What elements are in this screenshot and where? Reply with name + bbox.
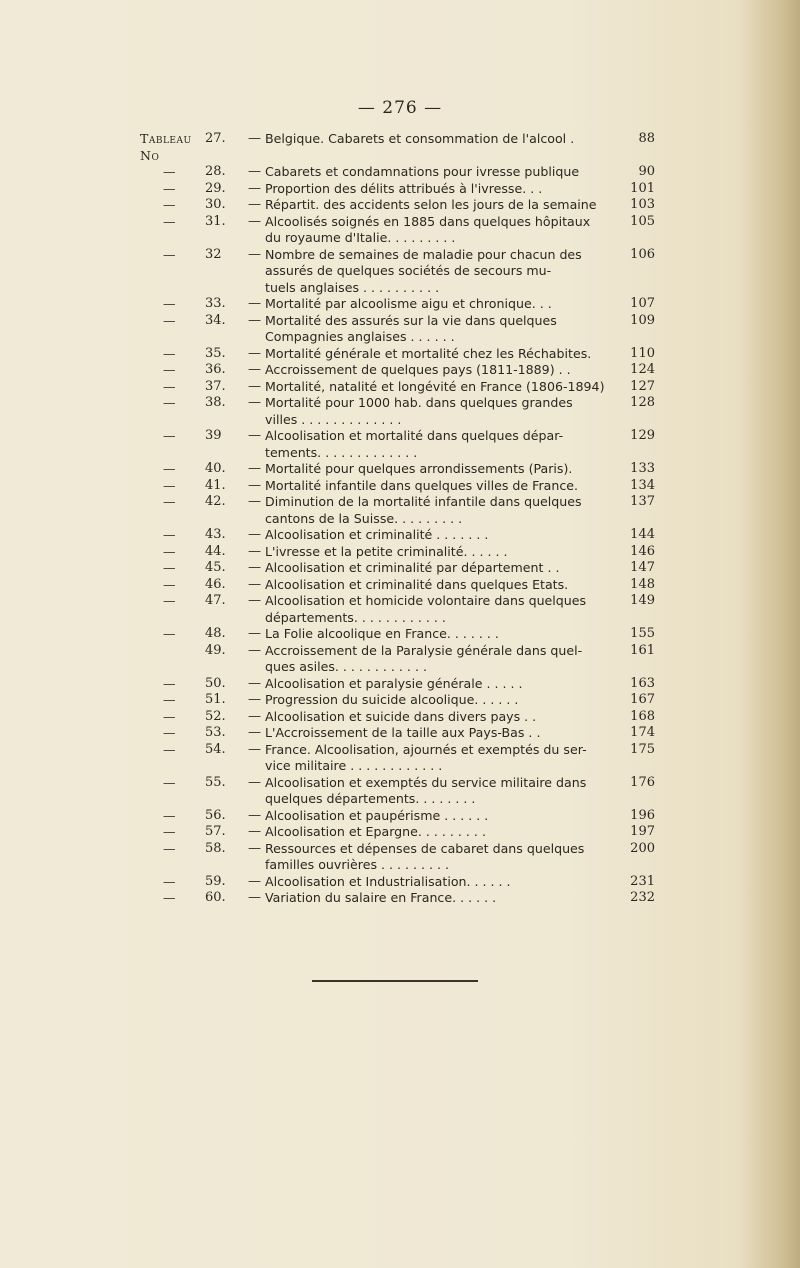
entry-number: 55. bbox=[205, 774, 226, 790]
entry-dash: — bbox=[248, 593, 261, 608]
entry-number: 59. bbox=[205, 873, 226, 889]
entry-tableau-label: — bbox=[163, 461, 176, 476]
entry-title: Ressources et dépenses de cabaret dans quelques familles ouvrières . . . . . . . . . bbox=[265, 840, 585, 872]
entry-title: L'Accroissement de la taille aux Pays-Bas . . bbox=[265, 725, 541, 740]
entry-title: Mortalité infantile dans quelques villes de France. bbox=[265, 477, 579, 493]
entry-number: 31. bbox=[205, 213, 226, 229]
table-entry bbox=[140, 544, 655, 561]
entry-number: 30. bbox=[205, 197, 226, 212]
entry-page-number: 176 bbox=[630, 774, 655, 790]
entry-tableau-label: — bbox=[163, 395, 176, 410]
table-entry bbox=[140, 296, 655, 313]
table-entry bbox=[140, 346, 655, 363]
entry-tableau-label: — bbox=[163, 692, 176, 707]
table-entry bbox=[140, 725, 655, 742]
entry-page-number: 129 bbox=[630, 428, 655, 443]
entry-dash: — bbox=[248, 527, 261, 542]
entry-tableau-label: — bbox=[163, 197, 176, 212]
entry-dash: — bbox=[248, 642, 261, 658]
entry-page-number: 127 bbox=[630, 378, 655, 394]
entry-number: 53. bbox=[205, 725, 226, 740]
entry-dash: — bbox=[248, 626, 261, 641]
entry-tableau-label: — bbox=[163, 428, 176, 443]
entry-title: Belgique. Cabarets et consommation de l'alcool . bbox=[265, 131, 575, 146]
entry-title: Alcoolisation et exemptés du service militaire dans quelques départements. . . . . . . . bbox=[265, 774, 587, 806]
entry-page-number: 149 bbox=[630, 593, 655, 608]
table-entry bbox=[140, 527, 655, 544]
entry-title: Alcoolisation et Epargne. . . . . . . . . bbox=[265, 824, 486, 839]
entry-tableau-label: — bbox=[163, 180, 176, 196]
entry-tableau-label: Tableau No bbox=[140, 131, 192, 163]
table-entry bbox=[140, 676, 655, 693]
entry-dash: — bbox=[248, 246, 261, 262]
entry-number: 40. bbox=[205, 461, 226, 476]
entry-tableau-label: — bbox=[163, 164, 176, 179]
entry-number: 33. bbox=[205, 296, 226, 311]
entry-title: Alcoolisation et paupérisme . . . . . . bbox=[265, 807, 489, 823]
entry-title: Alcoolisation et suicide dans divers pays . . bbox=[265, 708, 537, 724]
table-entry bbox=[140, 428, 655, 461]
entry-tableau-label: — bbox=[163, 708, 176, 724]
entry-dash: — bbox=[248, 362, 261, 377]
table-entry bbox=[140, 247, 655, 297]
entry-tableau-label: — bbox=[163, 246, 176, 262]
entry-title: Alcoolisation et criminalité . . . . . . . bbox=[265, 527, 489, 542]
entry-title: Mortalité pour quelques arrondissements (Paris). bbox=[265, 461, 573, 476]
entry-page-number: 147 bbox=[630, 560, 655, 575]
entry-tableau-label: — bbox=[163, 840, 176, 856]
entry-number: 32 bbox=[205, 246, 222, 262]
entry-page-number: 167 bbox=[630, 692, 655, 707]
entry-dash: — bbox=[248, 461, 261, 476]
table-entry bbox=[140, 643, 655, 676]
entry-title: Diminution de la mortalité infantile dans quelques cantons de la Suisse. . . . . . . . . bbox=[265, 494, 582, 526]
entry-dash: — bbox=[248, 576, 261, 592]
entry-tableau-label: — bbox=[163, 626, 176, 641]
entry-dash: — bbox=[248, 543, 261, 559]
entry-number: 34. bbox=[205, 312, 226, 328]
entry-tableau-label: — bbox=[163, 494, 176, 509]
entry-number: 28. bbox=[205, 164, 226, 179]
entry-page-number: 168 bbox=[630, 708, 655, 724]
entry-dash: — bbox=[248, 873, 261, 889]
entry-page-number: 197 bbox=[630, 824, 655, 839]
entry-dash: — bbox=[248, 807, 261, 823]
entry-title: Accroissement de quelques pays (1811-1889) . . bbox=[265, 362, 571, 377]
entry-dash: — bbox=[248, 312, 261, 328]
entry-dash: — bbox=[248, 725, 261, 740]
entry-number: 45. bbox=[205, 560, 226, 575]
entry-title: Alcoolisation et mortalité dans quelques dépar- tements. . . . . . . . . . . . . bbox=[265, 428, 564, 460]
entry-dash: — bbox=[248, 477, 261, 493]
entry-title: Progression du suicide alcoolique. . . . . . bbox=[265, 692, 519, 707]
entry-number: 50. bbox=[205, 675, 226, 691]
entry-page-number: 101 bbox=[630, 180, 655, 196]
entry-tableau-label: — bbox=[163, 213, 176, 229]
page-edge-shadow bbox=[740, 0, 800, 1268]
entry-dash: — bbox=[248, 345, 261, 361]
entry-page-number: 146 bbox=[630, 543, 655, 559]
entry-dash: — bbox=[248, 180, 261, 196]
table-entry bbox=[140, 131, 655, 164]
entry-tableau-label: — bbox=[163, 873, 176, 889]
entry-title: Nombre de semaines de maladie pour chacun des assurés de quelques sociétés de secours mu- tuels anglaises . . . . . . . . . . bbox=[265, 246, 582, 295]
entry-number: 60. bbox=[205, 890, 226, 905]
entry-title: Mortalité pour 1000 hab. dans quelques grandes villes . . . . . . . . . . . . . bbox=[265, 395, 573, 427]
closing-rule bbox=[312, 980, 478, 982]
table-entry bbox=[140, 461, 655, 478]
entry-number: 36. bbox=[205, 362, 226, 377]
entry-tableau-label: — bbox=[163, 675, 176, 691]
entry-number: 46. bbox=[205, 576, 226, 592]
entry-dash: — bbox=[248, 708, 261, 724]
entry-dash: — bbox=[248, 213, 261, 229]
entry-title: Mortalité générale et mortalité chez les Réchabites. bbox=[265, 345, 592, 361]
entry-page-number: 200 bbox=[630, 840, 655, 856]
table-entry bbox=[140, 560, 655, 577]
entry-dash: — bbox=[248, 560, 261, 575]
entry-title: Alcoolisation et Industrialisation. . . . . . bbox=[265, 873, 511, 889]
entry-tableau-label: — bbox=[163, 312, 176, 328]
entry-dash: — bbox=[248, 741, 261, 757]
entry-title: Accroissement de la Paralysie générale dans quel- ques asiles. . . . . . . . . . . . bbox=[265, 642, 583, 674]
entry-tableau-label: — bbox=[163, 774, 176, 790]
entry-number: 38. bbox=[205, 395, 226, 410]
entry-tableau-label: — bbox=[163, 890, 176, 905]
entry-page-number: 88 bbox=[638, 131, 655, 146]
table-entry bbox=[140, 362, 655, 379]
entry-number: 49. bbox=[205, 642, 226, 658]
entry-page-number: 232 bbox=[630, 890, 655, 905]
table-entry bbox=[140, 824, 655, 841]
table-entry bbox=[140, 164, 655, 181]
entry-title: Alcoolisation et homicide volontaire dans quelques départements. . . . . . . . . . . . bbox=[265, 593, 587, 625]
entry-number: 51. bbox=[205, 692, 226, 707]
entry-dash: — bbox=[248, 197, 261, 212]
table-entry bbox=[140, 577, 655, 594]
entry-dash: — bbox=[248, 824, 261, 839]
entry-tableau-label: — bbox=[163, 576, 176, 592]
entry-tableau-label: — bbox=[163, 725, 176, 740]
entry-number: 41. bbox=[205, 477, 226, 493]
table-entry bbox=[140, 494, 655, 527]
table-entry bbox=[140, 742, 655, 775]
table-entry bbox=[140, 874, 655, 891]
entry-dash: — bbox=[248, 774, 261, 790]
entry-page-number: 144 bbox=[630, 527, 655, 542]
table-entry bbox=[140, 379, 655, 396]
table-entry bbox=[140, 197, 655, 214]
entry-number: 27. bbox=[205, 131, 226, 146]
entry-title: Alcoolisation et criminalité dans quelques Etats. bbox=[265, 576, 569, 592]
entry-tableau-label: — bbox=[163, 477, 176, 493]
entry-page-number: 137 bbox=[630, 494, 655, 509]
entry-number: 44. bbox=[205, 543, 226, 559]
table-entry bbox=[140, 808, 655, 825]
entry-number: 54. bbox=[205, 741, 226, 757]
entry-tableau-label: — bbox=[163, 824, 176, 839]
entry-dash: — bbox=[248, 428, 261, 443]
table-entry bbox=[140, 841, 655, 874]
entry-dash: — bbox=[248, 164, 261, 179]
entry-page-number: 174 bbox=[630, 725, 655, 740]
entry-title: Mortalité des assurés sur la vie dans quelques Compagnies anglaises . . . . . . bbox=[265, 312, 557, 344]
entry-tableau-label: — bbox=[163, 527, 176, 542]
entry-page-number: 124 bbox=[630, 362, 655, 377]
entry-page-number: 175 bbox=[630, 741, 655, 757]
entry-title: La Folie alcoolique en France. . . . . . . bbox=[265, 626, 499, 641]
entry-number: 42. bbox=[205, 494, 226, 509]
entry-dash: — bbox=[248, 675, 261, 691]
entry-page-number: 105 bbox=[630, 213, 655, 229]
entry-page-number: 155 bbox=[630, 626, 655, 641]
entry-page-number: 128 bbox=[630, 395, 655, 410]
entry-title: Mortalité, natalité et longévité en France (1806-1894) bbox=[265, 378, 605, 394]
entry-number: 35. bbox=[205, 345, 226, 361]
entry-number: 47. bbox=[205, 593, 226, 608]
table-entry bbox=[140, 775, 655, 808]
entry-tableau-label: — bbox=[163, 362, 176, 377]
entry-number: 57. bbox=[205, 824, 226, 839]
table-entry bbox=[140, 181, 655, 198]
entry-tableau-label: — bbox=[163, 543, 176, 559]
entry-dash: — bbox=[248, 840, 261, 856]
entry-title: L'ivresse et la petite criminalité. . . . . . bbox=[265, 543, 508, 559]
entry-dash: — bbox=[248, 494, 261, 509]
table-entry bbox=[140, 626, 655, 643]
entry-title: Répartit. des accidents selon les jours de la semaine bbox=[265, 197, 597, 212]
entry-page-number: 163 bbox=[630, 675, 655, 691]
entry-number: 52. bbox=[205, 708, 226, 724]
table-entry bbox=[140, 478, 655, 495]
entry-number: 58. bbox=[205, 840, 226, 856]
entry-dash: — bbox=[248, 890, 261, 905]
table-entry bbox=[140, 692, 655, 709]
entry-dash: — bbox=[248, 378, 261, 394]
table-entry bbox=[140, 709, 655, 726]
entry-page-number: 106 bbox=[630, 246, 655, 262]
entry-title: Cabarets et condamnations pour ivresse publique bbox=[265, 164, 580, 179]
table-list bbox=[140, 131, 655, 907]
entry-tableau-label: — bbox=[163, 741, 176, 757]
entry-page-number: 148 bbox=[630, 576, 655, 592]
table-entry bbox=[140, 313, 655, 346]
entry-tableau-label: — bbox=[163, 296, 176, 311]
entry-page-number: 231 bbox=[630, 873, 655, 889]
entry-page-number: 161 bbox=[630, 642, 655, 658]
entry-dash: — bbox=[248, 395, 261, 410]
entry-title: Alcoolisation et paralysie générale . . . . . bbox=[265, 675, 523, 691]
table-entry bbox=[140, 395, 655, 428]
entry-number: 56. bbox=[205, 807, 226, 823]
entry-tableau-label: — bbox=[163, 807, 176, 823]
entry-number: 29. bbox=[205, 180, 226, 196]
entry-number: 43. bbox=[205, 527, 226, 542]
entry-tableau-label: — bbox=[163, 560, 176, 575]
page-number: — 276 — bbox=[357, 98, 443, 118]
entry-page-number: 134 bbox=[630, 477, 655, 493]
entry-number: 39 bbox=[205, 428, 222, 443]
table-entry bbox=[140, 890, 655, 907]
entry-tableau-label: — bbox=[163, 345, 176, 361]
table-entry bbox=[140, 214, 655, 247]
entry-page-number: 107 bbox=[630, 296, 655, 311]
entry-title: Mortalité par alcoolisme aigu et chronique. . . bbox=[265, 296, 552, 311]
entry-title: Alcoolisés soignés en 1885 dans quelques hôpitaux du royaume d'Italie. . . . . . . . . bbox=[265, 213, 591, 245]
entry-dash: — bbox=[248, 131, 261, 146]
entry-dash: — bbox=[248, 296, 261, 311]
entry-dash: — bbox=[248, 692, 261, 707]
entry-tableau-label: — bbox=[163, 593, 176, 608]
entry-page-number: 110 bbox=[630, 345, 655, 361]
entry-title: France. Alcoolisation, ajournés et exemptés du ser- vice militaire . . . . . . . . . . . . bbox=[265, 741, 587, 773]
entry-title: Proportion des délits attribués à l'ivresse. . . bbox=[265, 180, 543, 196]
entry-page-number: 103 bbox=[630, 197, 655, 212]
entry-page-number: 196 bbox=[630, 807, 655, 823]
entry-page-number: 133 bbox=[630, 461, 655, 476]
entry-tableau-label: — bbox=[163, 378, 176, 394]
entry-page-number: 109 bbox=[630, 312, 655, 328]
table-entry bbox=[140, 593, 655, 626]
entry-page-number: 90 bbox=[638, 164, 655, 179]
entry-title: Alcoolisation et criminalité par département . . bbox=[265, 560, 560, 575]
entry-title: Variation du salaire en France. . . . . . bbox=[265, 890, 497, 905]
entry-number: 37. bbox=[205, 378, 226, 394]
entry-number: 48. bbox=[205, 626, 226, 641]
